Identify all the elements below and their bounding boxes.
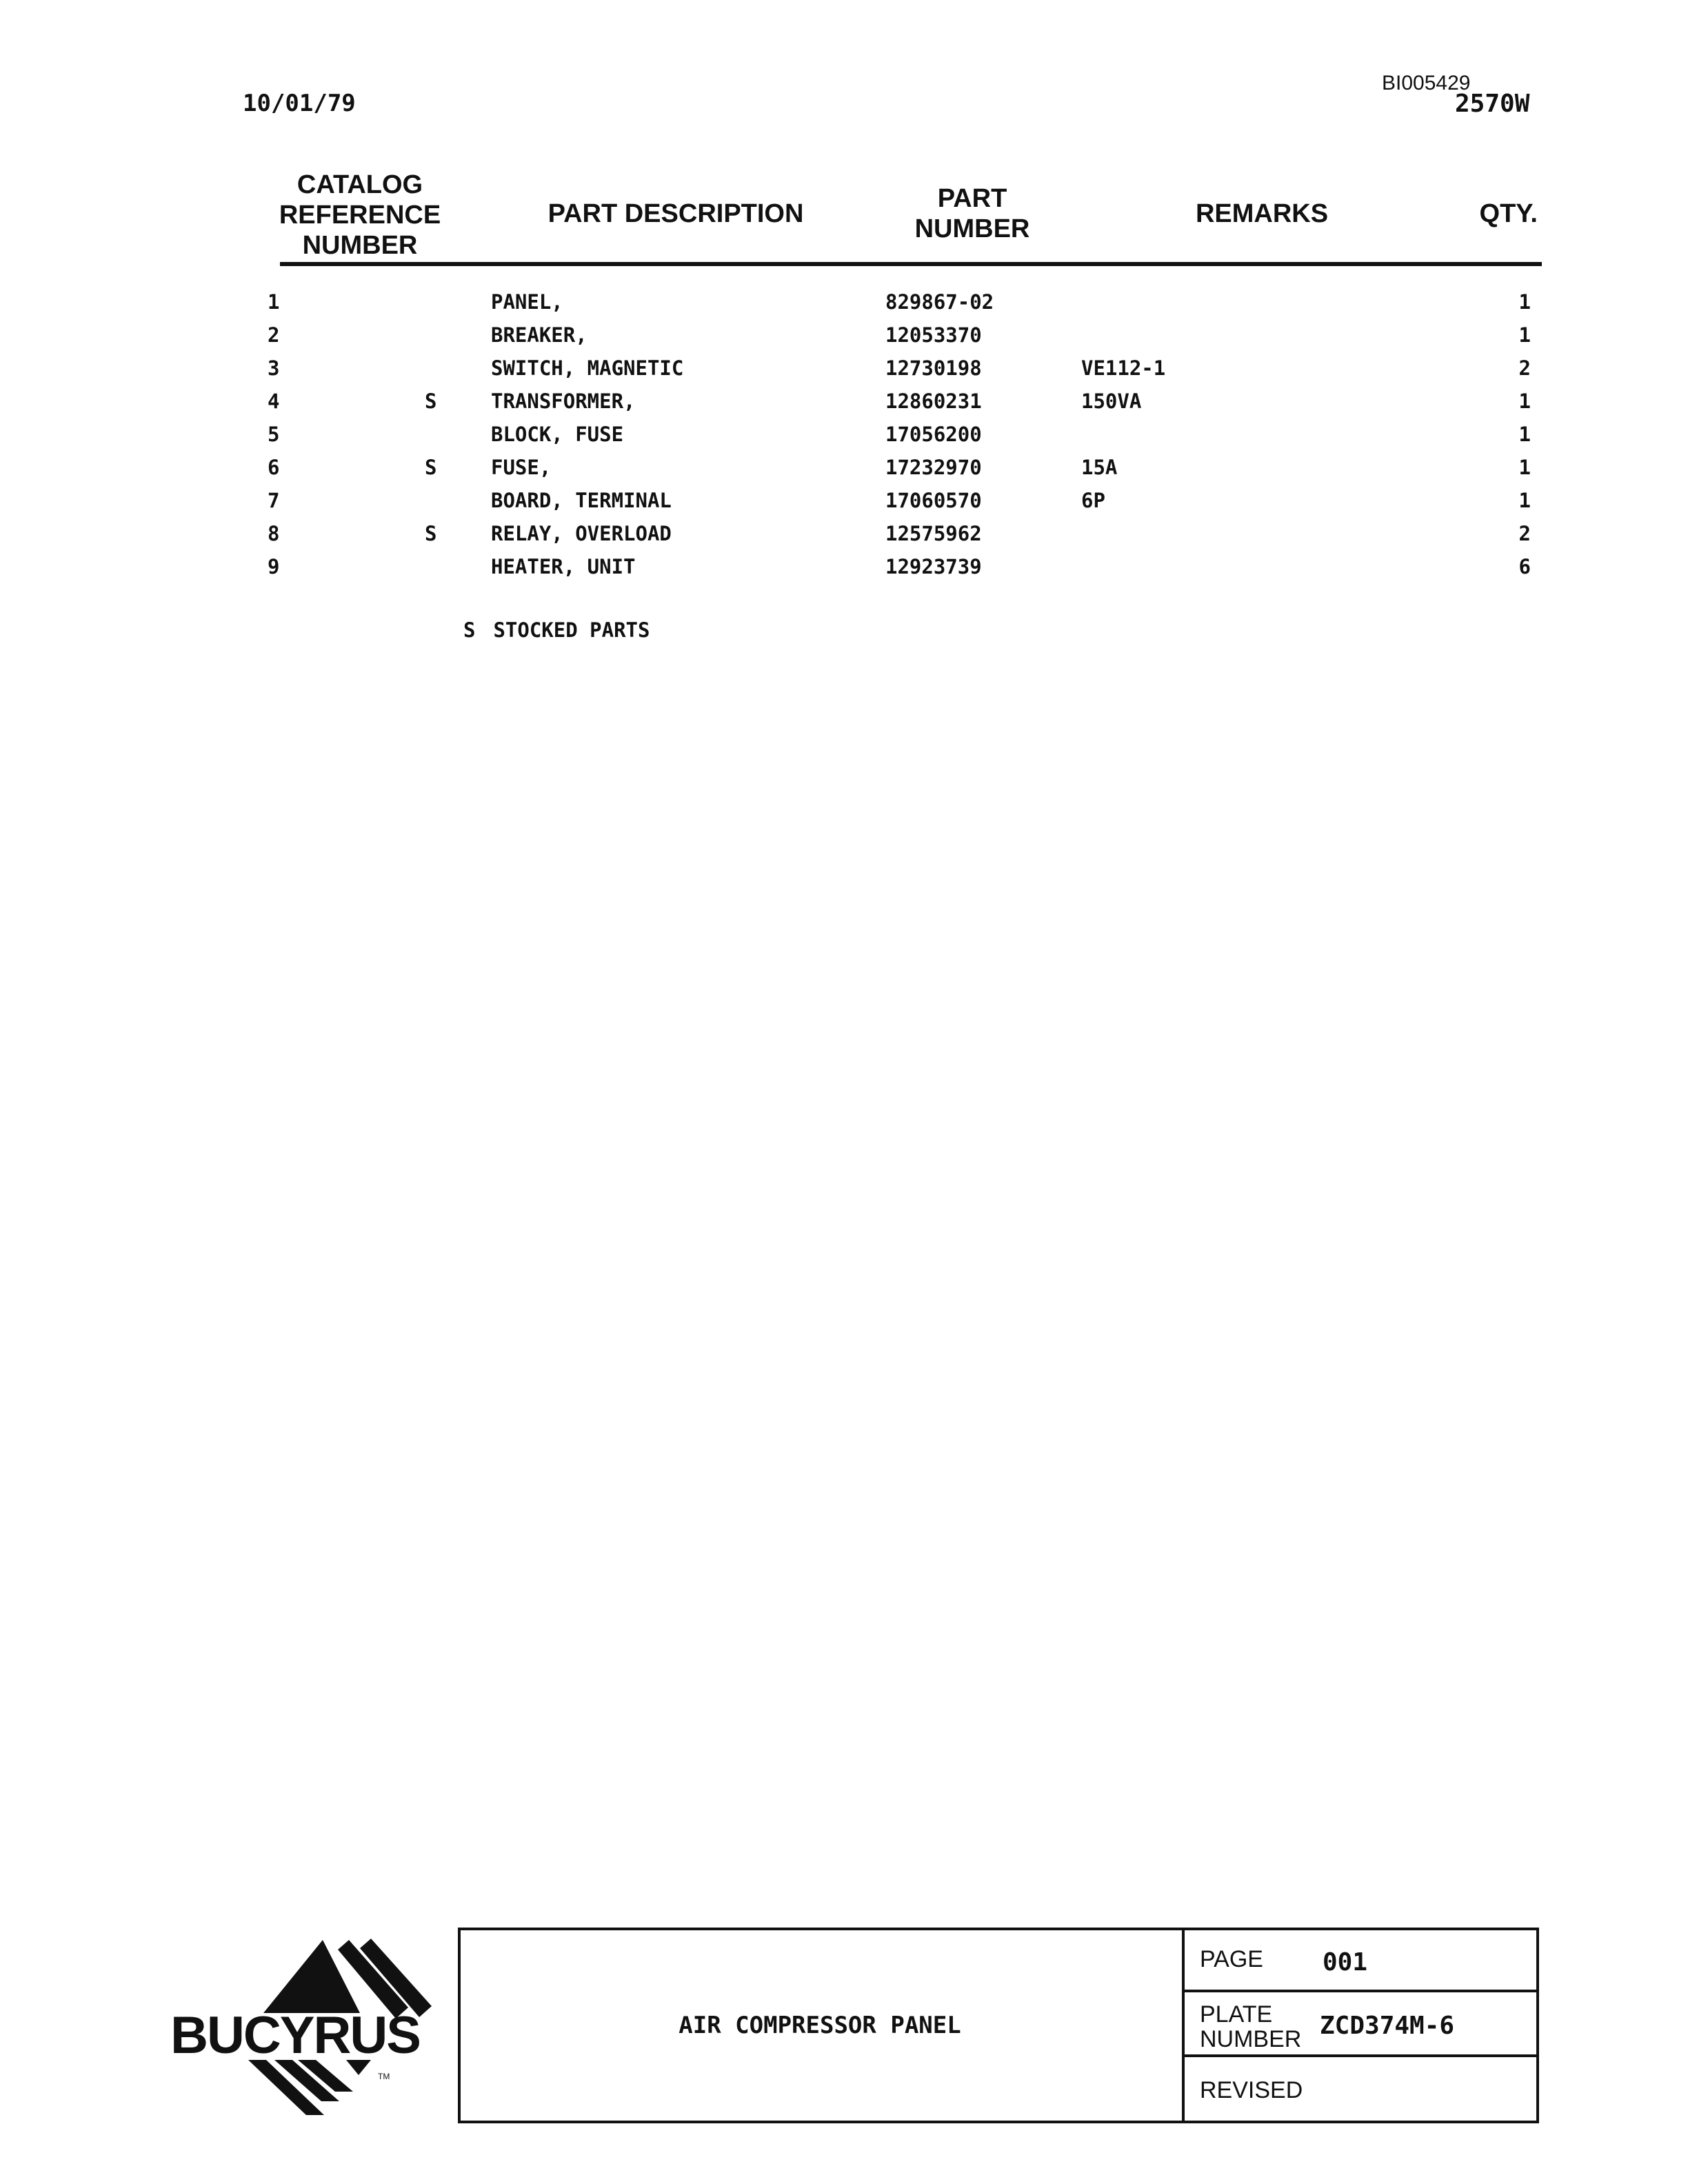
plate-number-label: PLATE NUMBER bbox=[1200, 2001, 1302, 2052]
part-number-cell: 12730198 bbox=[885, 356, 982, 380]
parts-table bbox=[0, 285, 1688, 583]
catalog-ref-cell: 3 bbox=[268, 356, 280, 380]
logo-trademark: TM bbox=[378, 2072, 390, 2081]
column-header-part-description: PART DESCRIPTION bbox=[547, 199, 804, 228]
table-row bbox=[0, 285, 1688, 318]
remarks-cell: VE112-1 bbox=[1081, 356, 1166, 380]
revised-label: REVISED bbox=[1200, 2077, 1303, 2103]
table-row bbox=[0, 550, 1688, 583]
column-header-qty: QTY. bbox=[1479, 199, 1538, 228]
plate-title-cell bbox=[458, 1928, 1185, 2123]
page-cell bbox=[1185, 1928, 1539, 1992]
part-number-cell: 17232970 bbox=[885, 456, 982, 479]
catalog-ref-cell: 2 bbox=[268, 323, 280, 347]
description-cell: SWITCH, MAGNETIC bbox=[491, 356, 684, 380]
qty-cell: 2 bbox=[1518, 522, 1531, 545]
machine-model: 2570W bbox=[1455, 90, 1530, 118]
part-number-cell: 17060570 bbox=[885, 489, 982, 512]
description-cell: BLOCK, FUSE bbox=[491, 423, 624, 446]
plate-number-cell bbox=[1185, 1992, 1539, 2057]
stocked-cell: S bbox=[425, 456, 437, 479]
qty-cell: 1 bbox=[1518, 290, 1531, 314]
table-row bbox=[0, 484, 1688, 517]
remarks-cell: 15A bbox=[1081, 456, 1118, 479]
page-number: 001 bbox=[1323, 1948, 1368, 1976]
part-number-cell: 12053370 bbox=[885, 323, 982, 347]
qty-cell: 2 bbox=[1518, 356, 1531, 380]
description-cell: PANEL, bbox=[491, 290, 563, 314]
catalog-ref-cell: 9 bbox=[268, 555, 280, 578]
catalog-ref-cell: 7 bbox=[268, 489, 280, 512]
document-id: BI005429 bbox=[1382, 72, 1471, 94]
page-label: PAGE bbox=[1200, 1946, 1263, 1972]
column-header-catalog-reference: CATALOG REFERENCE NUMBER bbox=[279, 170, 441, 260]
description-cell: TRANSFORMER, bbox=[491, 390, 636, 413]
qty-cell: 1 bbox=[1518, 456, 1531, 479]
qty-cell: 1 bbox=[1518, 390, 1531, 413]
header-rule bbox=[280, 262, 1542, 266]
stocked-cell: S bbox=[425, 390, 437, 413]
catalog-ref-cell: 4 bbox=[268, 390, 280, 413]
description-cell: BOARD, TERMINAL bbox=[491, 489, 672, 512]
table-row bbox=[0, 451, 1688, 484]
legend-symbol: S bbox=[463, 618, 476, 642]
description-cell: RELAY, OVERLOAD bbox=[491, 522, 672, 545]
catalog-ref-cell: 8 bbox=[268, 522, 280, 545]
stocked-parts-legend bbox=[463, 616, 667, 644]
description-cell: HEATER, UNIT bbox=[491, 555, 636, 578]
revised-cell bbox=[1185, 2057, 1539, 2123]
qty-cell: 1 bbox=[1518, 423, 1531, 446]
logo-wordmark: BUCYRUS bbox=[170, 2006, 420, 2065]
qty-cell: 1 bbox=[1518, 323, 1531, 347]
catalog-ref-cell: 5 bbox=[268, 423, 280, 446]
qty-cell: 6 bbox=[1518, 555, 1531, 578]
remarks-cell: 6P bbox=[1081, 489, 1105, 512]
part-number-cell: 12575962 bbox=[885, 522, 982, 545]
plate-number: ZCD374M-6 bbox=[1320, 2012, 1455, 2040]
part-number-cell: 829867-02 bbox=[885, 290, 994, 314]
plate-title: AIR COMPRESSOR PANEL bbox=[679, 2012, 961, 2039]
table-row bbox=[0, 385, 1688, 418]
table-row bbox=[0, 418, 1688, 451]
catalog-ref-cell: 1 bbox=[268, 290, 280, 314]
description-cell: BREAKER, bbox=[491, 323, 587, 347]
stocked-cell: S bbox=[425, 522, 437, 545]
part-number-cell: 12923739 bbox=[885, 555, 982, 578]
qty-cell: 1 bbox=[1518, 489, 1531, 512]
part-number-cell: 12860231 bbox=[885, 390, 982, 413]
document-date: 10/01/79 bbox=[243, 90, 356, 117]
table-row bbox=[0, 352, 1688, 385]
bucyrus-logo bbox=[153, 1939, 437, 2129]
part-number-cell: 17056200 bbox=[885, 423, 982, 446]
column-header-part-number: PART NUMBER bbox=[914, 184, 1030, 243]
remarks-cell: 150VA bbox=[1081, 390, 1142, 413]
table-row bbox=[0, 517, 1688, 550]
description-cell: FUSE, bbox=[491, 456, 552, 479]
legend-text: STOCKED PARTS bbox=[493, 618, 650, 642]
catalog-ref-cell: 6 bbox=[268, 456, 280, 479]
column-header-remarks: REMARKS bbox=[1195, 199, 1329, 228]
table-row bbox=[0, 318, 1688, 352]
